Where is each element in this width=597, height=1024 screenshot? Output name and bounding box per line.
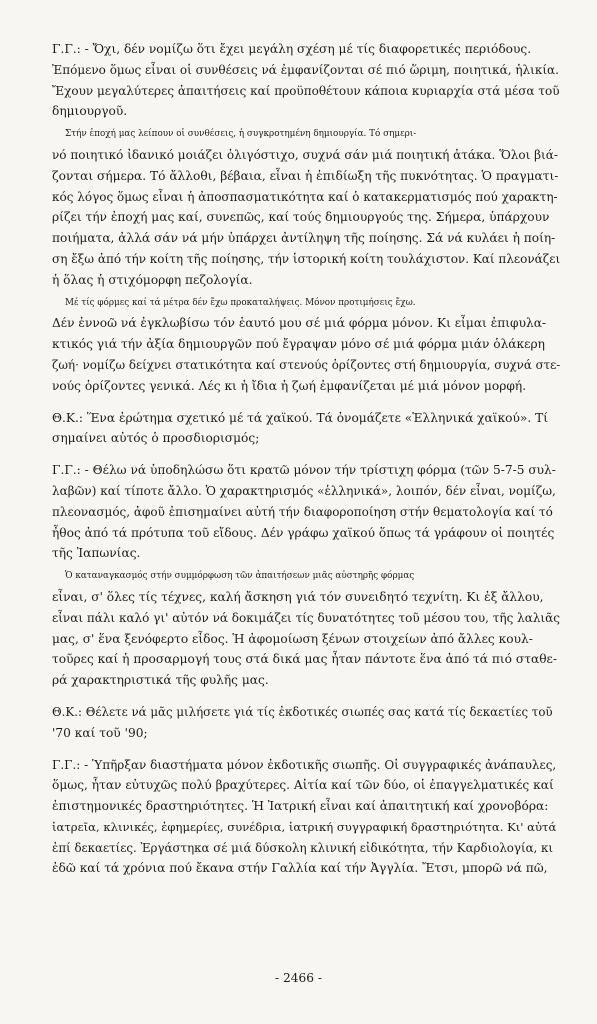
text-line: Γ.Γ.: - Ὑπῆρξαν διαστήματα μόνον ἐκδοτικῆς σιωπῆς. Οἱ συγγραφικές ἀνάπαυλες, — [52, 757, 557, 772]
text-line: κός λόγος ὅμως εἶναι ἡ ἀποσπασματικότητα καί ὁ κατακερματισμός πού χαρακτη- — [52, 189, 558, 204]
text-line: νό ποιητικό ἰδανικό μοιάζει ὀλιγόστιχο, συχνά σάν μιά ποιητική ἀτάκα. Ὅλοι βιά- — [52, 147, 558, 162]
paragraph-gg-answer-1 — [52, 39, 559, 122]
text-line: Γ.Γ.: - Ὄχι, δέν νομίζω ὅτι ἔχει μεγάλη σχέση μέ τίς διαφορετικές περιόδους. — [52, 42, 532, 56]
text-line: Θ.Κ.: Θέλετε νά μᾶς μιλήσετε γιά τίς ἐκδοτικές σιωπές σας κατά τίς δεκαετίες τοῦ — [52, 704, 553, 719]
text-line: εἶναι, σ' ὅλες τίς τέχνες, καλή ἄσκηση γιά τόν συνειδητό τεχνίτη. Κι ἐξ ἄλλου, — [52, 589, 544, 604]
paragraph-forms — [52, 293, 559, 397]
paragraph-constraint — [52, 566, 559, 691]
text-line: κτικός γιά τήν ἀξία δημιουργῶν πού ἔγραψαν μόνο σέ μιά φόρμα μιάν ὁλάκερη — [52, 337, 545, 352]
text-line: ἐπιστημονικές δραστηριότητες. Ἡ Ἰατρική εἶναι καί ἀπαιτητική καί χρονοβόρα: — [52, 799, 549, 814]
text-line: Στήν ἐποχή μας λείπουν οἱ συνθέσεις, ἡ συγκροτημένη δημιουργία. Τό σημερι- — [65, 129, 417, 140]
text-line: πλεονασμός, ἀφοῦ ἐπισημαίνει αὐτή τήν διαφοροποίηση στήν θεματολογία καί τό — [52, 504, 553, 519]
text-line: ζονται σήμερα. Τό ἄλλοθι, βέβαια, εἶναι ἡ ἐπιδίωξη τῆς πυκνότητας. Ὁ πραγματι- — [52, 168, 559, 183]
text-line: Ἔχουν μεγαλύτερες ἀπαιτήσεις καί προϋποθέτουν κάποια κυριαρχία στά μέσα τοῦ — [52, 83, 560, 98]
paragraph-gg-answer-haiku — [52, 460, 559, 564]
text-line: νούς ὁρίζοντες γενικά. Λές κι ἡ ἴδια ἡ ζωή ἐμφανίζεται μέ μιά μόνον μορφή. — [52, 378, 527, 393]
text-line: Ὁ καταναγκασμός στήν συμμόρφωση τῶν ἀπαιτήσεων μιᾶς αὐστηρῆς φόρμας — [65, 571, 415, 582]
text-line: Μέ τίς φόρμες καί τά μέτρα δέν ἔχω προκαταλήψεις. Μόνον προτιμήσεις ἔχω. — [65, 297, 416, 308]
text-line: ἐδῶ καί τά χρόνια πού ἔκανα στήν Γαλλία καί τήν Ἀγγλία. Ἔτσι, μπορῶ νά πῶ, — [52, 861, 548, 876]
text-line: μας, σ' ἕνα ξενόφερτο εἶδος. Ἡ ἀφομοίωση ξένων στοιχείων ἀπό ἄλλες κουλ- — [52, 631, 533, 646]
text-line: ση ἔξω ἀπό τήν κοίτη τῆς ποίησης, τήν ἱστορική κοίτη τουλάχιστον. Καί πλεονάζει — [52, 251, 561, 266]
text-line: ἐπί δεκαετίες. Ἐργάστηκα σέ μιά δύσκολη κλινική εἰδικότητα, τήν Καρδιολογία, κι — [52, 840, 554, 855]
text-line: ἡ ὅλας ἡ στιχόμορφη πεζολογία. — [52, 272, 253, 287]
text-line: Γ.Γ.: - Θέλω νά ὑποδηλώσω ὅτι κρατῶ μόνον τήν τρίστιχη φόρμα (τῶν 5-7-5 συλ- — [52, 463, 556, 478]
paragraph-synthesis — [52, 124, 559, 290]
paragraph-gg-answer-silence — [52, 755, 559, 880]
text-line: Θ.Κ.: Ἕνα ἐρώτημα σχετικό μέ τά χαϊκού. Τά ὀνομάζετε «Ἑλληνικά χαϊκού». Τί — [52, 410, 549, 425]
text-line: ζωή· νομίζω δείχνει στατικότητα καί στενούς ὁρίζοντες στή δημιουργία, συχνά στε- — [52, 357, 561, 372]
text-line: λαβῶν) καί τίποτε ἄλλο. Ὁ χαρακτηρισμός «ἑλληνικά», λοιπόν, δέν εἶναι, νομίζω, — [52, 483, 556, 498]
page-number: - 2466 - — [274, 971, 322, 985]
text-line: τῆς Ἰαπωνίας. — [52, 546, 141, 561]
text-line: εἶναι πάλι καλό γι' αὐτόν νά δοκιμάζει τίς δυνατότητες τοῦ μέσου του, τῆς λαλιᾶς — [52, 610, 560, 625]
text-line: τοῦρες καί ἡ προσαρμογή τους στά δικά μας ἦταν πάντοτε ἕνα ἀπό τά πιό σταθε- — [52, 652, 557, 667]
text-line: ἰατρεῖα, κλινικές, ἐφημερίες, συνέδρια, ἰατρική συγγραφική δραστηριότητα. Κι' αὐτά — [52, 819, 557, 834]
text-line: δημιουργοῦ. — [52, 104, 128, 119]
paragraph-tk-question-silence — [52, 702, 559, 744]
paragraph-tk-question-haiku — [52, 408, 559, 450]
text-line: '70 καί τοῦ '90; — [52, 725, 148, 740]
text-line: Ἐπόμενο ὅμως εἶναι οἱ συνθέσεις νά ἐμφανίζονται σέ πιό ὥριμη, ποιητικά, ἡλικία. — [52, 62, 559, 77]
text-line: ὅμως, ἦταν εὐτυχῶς πολύ βραχύτερες. Αἰτία καί τῶν δύο, οἱ ἐπαγγελματικές καί — [52, 778, 554, 793]
text-line: Δέν ἐννοῶ νά ἐγκλωβίσω τόν ἑαυτό μου σέ μιά φόρμα μόνον. Κι εἶμαι ἐπιφυλα- — [52, 316, 547, 331]
text-line: ρά χαρακτηριστικά τῆς φυλῆς μας. — [52, 673, 269, 688]
text-line: σημαίνει αὐτός ὁ προσδιορισμός; — [52, 431, 260, 446]
text-line: ἦθος ἀπό τά πρότυπα τοῦ εἴδους. Δέν γράφω χαϊκού ὅπως τά γράφουν οἱ ποιητές — [52, 525, 555, 540]
text-line: ποιήματα, ἀλλά σάν νά μήν ὑπάρχει ἀντίληψη τῆς ποίησης. Σά νά κυλάει ἡ ποίη- — [52, 231, 556, 246]
text-line: ρίζει τήν ἐποχή μας καί, συνεπῶς, καί τούς δημιουργούς της. Σήμερα, ὑπάρχουν — [52, 210, 550, 225]
